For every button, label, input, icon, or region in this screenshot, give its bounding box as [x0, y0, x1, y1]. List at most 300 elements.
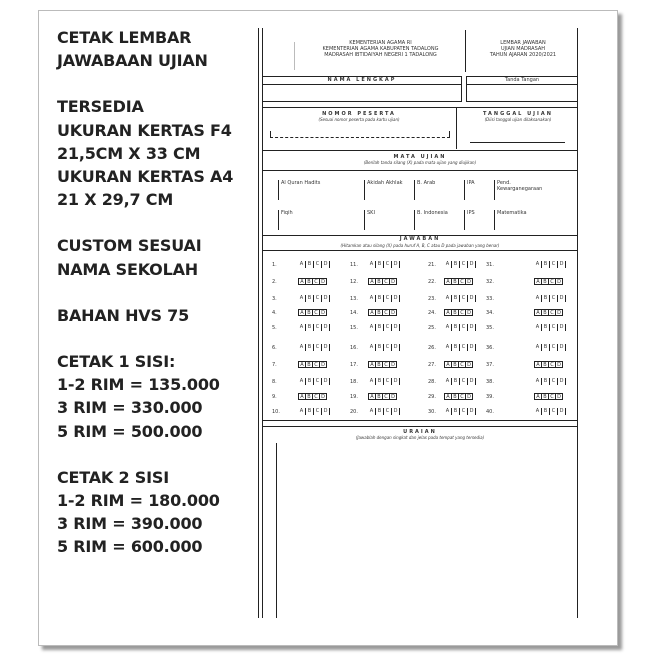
- answer-options-23: [444, 295, 476, 302]
- tanggal-input[interactable]: [470, 142, 565, 143]
- answer-option[interactable]: D: [389, 278, 397, 285]
- mapel-checkbox[interactable]: B. Arab: [414, 180, 462, 200]
- answer-option[interactable]: D: [322, 261, 330, 268]
- answer-option[interactable]: D: [468, 344, 476, 351]
- answer-options-7: [298, 361, 326, 368]
- answer-options-21: [444, 261, 476, 268]
- answer-number: 31.: [486, 262, 494, 268]
- mapel-checkbox[interactable]: Al Quran Hadits: [278, 180, 326, 200]
- header-right-line: UJIAN MADRASAH: [500, 46, 546, 52]
- nomor-hint: (Sesuai nomor peserta pada kartu ujian): [318, 117, 400, 122]
- answer-number: 38.: [486, 379, 494, 385]
- promo-gap: [57, 327, 233, 350]
- answer-number: 1.: [272, 262, 277, 268]
- answer-option[interactable]: D: [392, 324, 400, 331]
- promo-gap: [57, 443, 233, 466]
- answer-option[interactable]: D: [389, 393, 397, 400]
- nomor-label: NOMOR PESERTA: [322, 111, 396, 117]
- answer-number: 40.: [486, 409, 494, 415]
- answer-options-4: [298, 309, 326, 316]
- tanggal-hint: (Diisi tanggal ujian dilaksanakan): [484, 117, 552, 122]
- answer-option[interactable]: D: [555, 278, 563, 285]
- answer-number: 27.: [428, 362, 436, 368]
- answer-options-25: [444, 324, 476, 331]
- answer-option[interactable]: A: [298, 344, 306, 351]
- answer-option[interactable]: A: [444, 324, 452, 331]
- answer-sheet: [258, 28, 578, 618]
- answer-option[interactable]: B: [451, 278, 459, 285]
- answer-option[interactable]: D: [555, 361, 563, 368]
- answer-number: 16.: [350, 345, 358, 351]
- answer-number: 15.: [350, 325, 358, 331]
- promo-line: CETAK LEMBAR: [57, 28, 192, 47]
- promo-line: JAWABAAN UJIAN: [57, 51, 208, 71]
- answer-option[interactable]: D: [558, 344, 566, 351]
- uraian-label: URAIAN: [403, 429, 437, 435]
- answer-options-6: [298, 344, 330, 351]
- answer-option[interactable]: C: [458, 393, 466, 400]
- answer-option[interactable]: B: [375, 393, 383, 400]
- answer-option[interactable]: B: [375, 361, 383, 368]
- answer-option[interactable]: B: [542, 295, 550, 302]
- mapel-hint: (Berilah tanda silang (X) pada mata ujian yang diujikan): [363, 160, 477, 165]
- divider: [456, 107, 457, 149]
- answer-number: 39.: [486, 394, 494, 400]
- answer-number: 14.: [350, 310, 358, 316]
- answer-options-40: [534, 408, 566, 415]
- answer-option[interactable]: D: [558, 378, 566, 385]
- answer-option[interactable]: B: [376, 324, 384, 331]
- answer-option[interactable]: B: [452, 261, 460, 268]
- answer-option[interactable]: B: [542, 261, 550, 268]
- answer-option[interactable]: A: [298, 278, 306, 285]
- answer-option[interactable]: A: [444, 261, 452, 268]
- answer-option[interactable]: B: [305, 393, 313, 400]
- answer-options-28: [444, 378, 476, 385]
- answer-number: 9.: [272, 394, 277, 400]
- answer-option[interactable]: C: [314, 324, 322, 331]
- answer-options-19: [368, 393, 396, 400]
- promo-line: UKURAN KERTAS F4: [57, 120, 232, 140]
- answer-option[interactable]: A: [444, 393, 452, 400]
- answer-option[interactable]: D: [465, 309, 473, 316]
- answer-option[interactable]: C: [550, 261, 558, 268]
- promo-line: CETAK 2 SISI: [57, 467, 169, 487]
- promo-line: 3 RIM = 390.000: [57, 514, 203, 534]
- answer-option[interactable]: D: [322, 324, 330, 331]
- answer-options-26: [444, 344, 476, 351]
- answer-option[interactable]: A: [368, 393, 376, 400]
- answer-option[interactable]: D: [392, 261, 400, 268]
- answer-option[interactable]: A: [298, 361, 306, 368]
- promo-line: 1-2 RIM = 135.000: [57, 375, 220, 395]
- mapel-checkbox[interactable]: Matematika: [494, 210, 542, 230]
- promo-gap: [57, 211, 233, 234]
- answer-option[interactable]: A: [298, 324, 306, 331]
- answer-option[interactable]: C: [382, 309, 390, 316]
- uraian-hint: (Jawablah dengan singkat dan jelas pada tempat yang tersedia): [355, 435, 485, 440]
- answer-option[interactable]: D: [322, 378, 330, 385]
- answer-option[interactable]: B: [542, 378, 550, 385]
- promo-line: 21 X 29,7 CM: [57, 190, 174, 210]
- answer-option[interactable]: B: [452, 344, 460, 351]
- promo-line: BAHAN HVS 75: [57, 305, 190, 325]
- answer-options-32: [534, 278, 562, 285]
- answer-option[interactable]: C: [460, 261, 468, 268]
- answer-option[interactable]: D: [322, 344, 330, 351]
- answer-option[interactable]: A: [444, 361, 452, 368]
- answer-option[interactable]: B: [306, 408, 314, 415]
- answer-option[interactable]: A: [368, 278, 376, 285]
- answer-options-35: [534, 324, 566, 331]
- answer-option[interactable]: C: [460, 324, 468, 331]
- answer-option[interactable]: A: [368, 408, 376, 415]
- promo-line: 5 RIM = 500.000: [57, 421, 203, 441]
- answer-option[interactable]: A: [368, 309, 376, 316]
- answer-option[interactable]: D: [555, 393, 563, 400]
- answer-option[interactable]: A: [534, 378, 542, 385]
- answer-option[interactable]: B: [376, 344, 384, 351]
- answer-option[interactable]: B: [306, 378, 314, 385]
- answer-option[interactable]: B: [541, 278, 549, 285]
- answer-option[interactable]: C: [460, 295, 468, 302]
- answer-options-11: [368, 261, 400, 268]
- answer-option[interactable]: D: [468, 408, 476, 415]
- answer-options-15: [368, 324, 400, 331]
- answer-option[interactable]: C: [314, 378, 322, 385]
- answer-options-30: [444, 408, 476, 415]
- answer-option[interactable]: B: [376, 261, 384, 268]
- answer-option[interactable]: D: [558, 261, 566, 268]
- divider: [262, 150, 578, 151]
- answer-option[interactable]: B: [376, 295, 384, 302]
- answer-number: 6.: [272, 345, 277, 351]
- answer-option[interactable]: C: [314, 295, 322, 302]
- answer-option[interactable]: B: [305, 309, 313, 316]
- answer-option[interactable]: D: [465, 361, 473, 368]
- answer-option[interactable]: C: [548, 309, 556, 316]
- answer-option[interactable]: A: [444, 295, 452, 302]
- answer-option[interactable]: C: [312, 278, 320, 285]
- answer-option[interactable]: B: [452, 408, 460, 415]
- answer-options-37: [534, 361, 562, 368]
- answer-options-3: [298, 295, 330, 302]
- answer-options-10: [298, 408, 330, 415]
- answer-number: 10.: [272, 409, 280, 415]
- answer-option[interactable]: D: [319, 361, 327, 368]
- mapel-checkbox[interactable]: SKI: [364, 210, 412, 230]
- answer-option[interactable]: A: [534, 324, 542, 331]
- answer-option[interactable]: A: [444, 378, 452, 385]
- answer-option[interactable]: B: [452, 295, 460, 302]
- answer-option[interactable]: B: [542, 324, 550, 331]
- answer-number: 13.: [350, 296, 358, 302]
- answer-option[interactable]: C: [384, 378, 392, 385]
- answer-option[interactable]: A: [444, 278, 452, 285]
- jawaban-hint: (Hitamkan atau silang (X) pada huruf A, B, C atau D pada jawaban yang benar): [340, 243, 500, 248]
- answer-number: 33.: [486, 296, 494, 302]
- answer-option[interactable]: D: [319, 309, 327, 316]
- mapel-checkbox[interactable]: Pend. Kewarganegaraan: [494, 180, 542, 200]
- answer-option[interactable]: B: [306, 261, 314, 268]
- answer-option[interactable]: A: [534, 408, 542, 415]
- answer-number: 19.: [350, 394, 358, 400]
- answer-option[interactable]: A: [298, 309, 306, 316]
- answer-option[interactable]: A: [368, 295, 376, 302]
- answer-options-39: [534, 393, 562, 400]
- nomor-peserta-input[interactable]: [270, 131, 450, 138]
- answer-options-13: [368, 295, 400, 302]
- answer-number: 25.: [428, 325, 436, 331]
- answer-options-31: [534, 261, 566, 268]
- answer-option[interactable]: D: [319, 278, 327, 285]
- answer-option[interactable]: C: [314, 408, 322, 415]
- answer-option[interactable]: A: [368, 361, 376, 368]
- answer-option[interactable]: B: [451, 361, 459, 368]
- jawaban-label: JAWABAN: [399, 236, 441, 242]
- divider: [262, 250, 578, 251]
- answer-option[interactable]: C: [384, 324, 392, 331]
- answer-number: 18.: [350, 379, 358, 385]
- answer-option[interactable]: D: [465, 278, 473, 285]
- answer-option[interactable]: B: [451, 309, 459, 316]
- answer-option[interactable]: D: [468, 261, 476, 268]
- answer-option[interactable]: C: [458, 309, 466, 316]
- answer-option[interactable]: B: [542, 408, 550, 415]
- answer-number: 34.: [486, 310, 494, 316]
- answer-number: 23.: [428, 296, 436, 302]
- answer-option[interactable]: C: [314, 344, 322, 351]
- answer-number: 37.: [486, 362, 494, 368]
- answer-option[interactable]: B: [306, 324, 314, 331]
- divider: [262, 426, 578, 427]
- answer-option[interactable]: B: [376, 378, 384, 385]
- answer-option[interactable]: C: [312, 393, 320, 400]
- header-left-line: KEMENTERIAN AGAMA KABUPATEN TADALONG: [322, 46, 439, 52]
- answer-option[interactable]: A: [534, 393, 542, 400]
- answer-options-29: [444, 393, 472, 400]
- answer-option[interactable]: D: [389, 361, 397, 368]
- answer-options-1: [298, 261, 330, 268]
- answer-option[interactable]: C: [384, 408, 392, 415]
- answer-option[interactable]: C: [550, 324, 558, 331]
- answer-options-8: [298, 378, 330, 385]
- answer-option[interactable]: A: [444, 344, 452, 351]
- answer-option[interactable]: A: [298, 378, 306, 385]
- answer-number: 36.: [486, 345, 494, 351]
- answer-options-27: [444, 361, 472, 368]
- answer-option[interactable]: D: [322, 408, 330, 415]
- answer-number: 12.: [350, 279, 358, 285]
- answer-option[interactable]: D: [558, 324, 566, 331]
- answer-number: 21.: [428, 262, 436, 268]
- answer-option[interactable]: A: [368, 324, 376, 331]
- answer-number: 3.: [272, 296, 277, 302]
- mapel-checkbox[interactable]: IPA: [464, 180, 491, 200]
- answer-option[interactable]: C: [548, 393, 556, 400]
- answer-option[interactable]: A: [298, 408, 306, 415]
- answer-option[interactable]: A: [298, 261, 306, 268]
- answer-number: 24.: [428, 310, 436, 316]
- answer-option[interactable]: A: [444, 309, 452, 316]
- answer-option[interactable]: D: [558, 295, 566, 302]
- mapel-checkbox[interactable]: Fiqih: [278, 210, 326, 230]
- divider: [262, 170, 578, 171]
- answer-option[interactable]: D: [392, 378, 400, 385]
- answer-option[interactable]: C: [384, 295, 392, 302]
- answer-option[interactable]: D: [389, 309, 397, 316]
- answer-options-14: [368, 309, 396, 316]
- answer-options-20: [368, 408, 400, 415]
- header-right: [468, 40, 578, 58]
- answer-number: 28.: [428, 379, 436, 385]
- header-left-line: KEMENTERIAN AGAMA RI: [349, 40, 412, 46]
- header-left: [298, 40, 463, 58]
- answer-option[interactable]: A: [534, 278, 542, 285]
- answer-option[interactable]: B: [452, 324, 460, 331]
- answer-option[interactable]: C: [458, 361, 466, 368]
- answer-number: 32.: [486, 279, 494, 285]
- answer-option[interactable]: C: [460, 408, 468, 415]
- answer-option[interactable]: C: [314, 261, 322, 268]
- answer-number: 22.: [428, 279, 436, 285]
- answer-option[interactable]: C: [460, 378, 468, 385]
- answer-option[interactable]: C: [550, 344, 558, 351]
- answer-option[interactable]: A: [368, 344, 376, 351]
- answer-option[interactable]: C: [382, 393, 390, 400]
- answer-option[interactable]: D: [468, 295, 476, 302]
- mapel-checkbox[interactable]: IPS: [464, 210, 491, 230]
- answer-number: 5.: [272, 325, 277, 331]
- answer-option[interactable]: B: [541, 309, 549, 316]
- answer-option[interactable]: D: [322, 295, 330, 302]
- answer-option[interactable]: C: [550, 295, 558, 302]
- answer-number: 17.: [350, 362, 358, 368]
- header-right-line: TAHUN AJARAN 2020/2021: [489, 52, 557, 58]
- answer-option[interactable]: C: [550, 378, 558, 385]
- answer-number: 4.: [272, 310, 277, 316]
- answer-option[interactable]: A: [298, 295, 306, 302]
- answer-option[interactable]: A: [534, 295, 542, 302]
- answer-options-17: [368, 361, 396, 368]
- answer-option[interactable]: B: [451, 393, 459, 400]
- answer-options-5: [298, 324, 330, 331]
- answer-number: 2.: [272, 279, 277, 285]
- divider: [262, 84, 462, 85]
- answer-option[interactable]: A: [534, 361, 542, 368]
- promo-line: CETAK 1 SISI:: [57, 352, 176, 372]
- answer-option[interactable]: B: [306, 295, 314, 302]
- answer-option[interactable]: C: [382, 278, 390, 285]
- header-divider: [465, 30, 466, 72]
- answer-option[interactable]: B: [541, 361, 549, 368]
- answer-option[interactable]: B: [541, 393, 549, 400]
- mapel-label: MATA UJIAN: [393, 154, 447, 160]
- answer-options-9: [298, 393, 326, 400]
- promo-line: TERSEDIA: [57, 97, 144, 117]
- answer-number: 35.: [486, 325, 494, 331]
- answer-options-16: [368, 344, 400, 351]
- answer-number: 11.: [350, 262, 358, 268]
- answer-option[interactable]: A: [298, 393, 306, 400]
- answer-option[interactable]: B: [306, 344, 314, 351]
- answer-option[interactable]: B: [375, 309, 383, 316]
- answer-option[interactable]: C: [382, 361, 390, 368]
- promo-line: UKURAN KERTAS A4: [57, 167, 234, 187]
- header-left-line: MADRASAH IBTIDAIYAH NEGERI 1 TADALONG: [324, 52, 437, 58]
- answer-option[interactable]: B: [376, 408, 384, 415]
- answer-options-24: [444, 309, 472, 316]
- answer-option[interactable]: C: [460, 344, 468, 351]
- divider: [466, 84, 578, 85]
- header-right-line: LEMBAR JAWABAN: [500, 40, 546, 46]
- answer-options-18: [368, 378, 400, 385]
- answer-number: 8.: [272, 379, 277, 385]
- answer-option[interactable]: C: [458, 278, 466, 285]
- answer-option[interactable]: C: [312, 361, 320, 368]
- answer-option[interactable]: A: [534, 261, 542, 268]
- answer-option[interactable]: B: [305, 361, 313, 368]
- header-logo-line: [294, 42, 295, 70]
- answer-option[interactable]: C: [548, 361, 556, 368]
- answer-number: 26.: [428, 345, 436, 351]
- answer-option[interactable]: D: [558, 408, 566, 415]
- promo-line: 21,5CM X 33 CM: [57, 143, 201, 163]
- tanggal-label: TANGGAL UJIAN: [483, 111, 553, 117]
- answer-option[interactable]: D: [465, 393, 473, 400]
- promo-line: 1-2 RIM = 180.000: [57, 491, 220, 511]
- promo-text: [57, 26, 233, 559]
- answer-option[interactable]: B: [375, 278, 383, 285]
- answer-option[interactable]: D: [319, 393, 327, 400]
- answer-number: 7.: [272, 362, 277, 368]
- answer-option[interactable]: D: [392, 408, 400, 415]
- mapel-checkbox[interactable]: B. Indonesia: [414, 210, 462, 230]
- answer-option[interactable]: A: [534, 309, 542, 316]
- promo-gap: [57, 281, 233, 304]
- answer-option[interactable]: D: [468, 324, 476, 331]
- answer-option[interactable]: D: [392, 295, 400, 302]
- promo-gap: [57, 72, 233, 95]
- answer-number: 30.: [428, 409, 436, 415]
- answer-options-22: [444, 278, 472, 285]
- answer-option[interactable]: A: [444, 408, 452, 415]
- mapel-checkbox[interactable]: Akidah Akhlak: [364, 180, 412, 200]
- answer-option[interactable]: C: [550, 408, 558, 415]
- answer-option[interactable]: D: [468, 378, 476, 385]
- answer-option[interactable]: C: [384, 344, 392, 351]
- answer-option[interactable]: B: [305, 278, 313, 285]
- answer-option[interactable]: C: [548, 278, 556, 285]
- promo-line: 3 RIM = 330.000: [57, 398, 203, 418]
- answer-options-38: [534, 378, 566, 385]
- answer-option[interactable]: C: [312, 309, 320, 316]
- answer-option[interactable]: D: [392, 344, 400, 351]
- answer-option[interactable]: C: [384, 261, 392, 268]
- answer-option[interactable]: D: [555, 309, 563, 316]
- answer-option[interactable]: A: [534, 344, 542, 351]
- answer-options-33: [534, 295, 566, 302]
- answer-options-2: [298, 278, 326, 285]
- divider: [262, 107, 578, 108]
- promo-line: NAMA SEKOLAH: [57, 259, 198, 279]
- answer-option[interactable]: A: [368, 261, 376, 268]
- answer-option[interactable]: B: [542, 344, 550, 351]
- answer-option[interactable]: A: [368, 378, 376, 385]
- uraian-area[interactable]: [276, 443, 277, 618]
- answer-options-36: [534, 344, 566, 351]
- answer-option[interactable]: B: [452, 378, 460, 385]
